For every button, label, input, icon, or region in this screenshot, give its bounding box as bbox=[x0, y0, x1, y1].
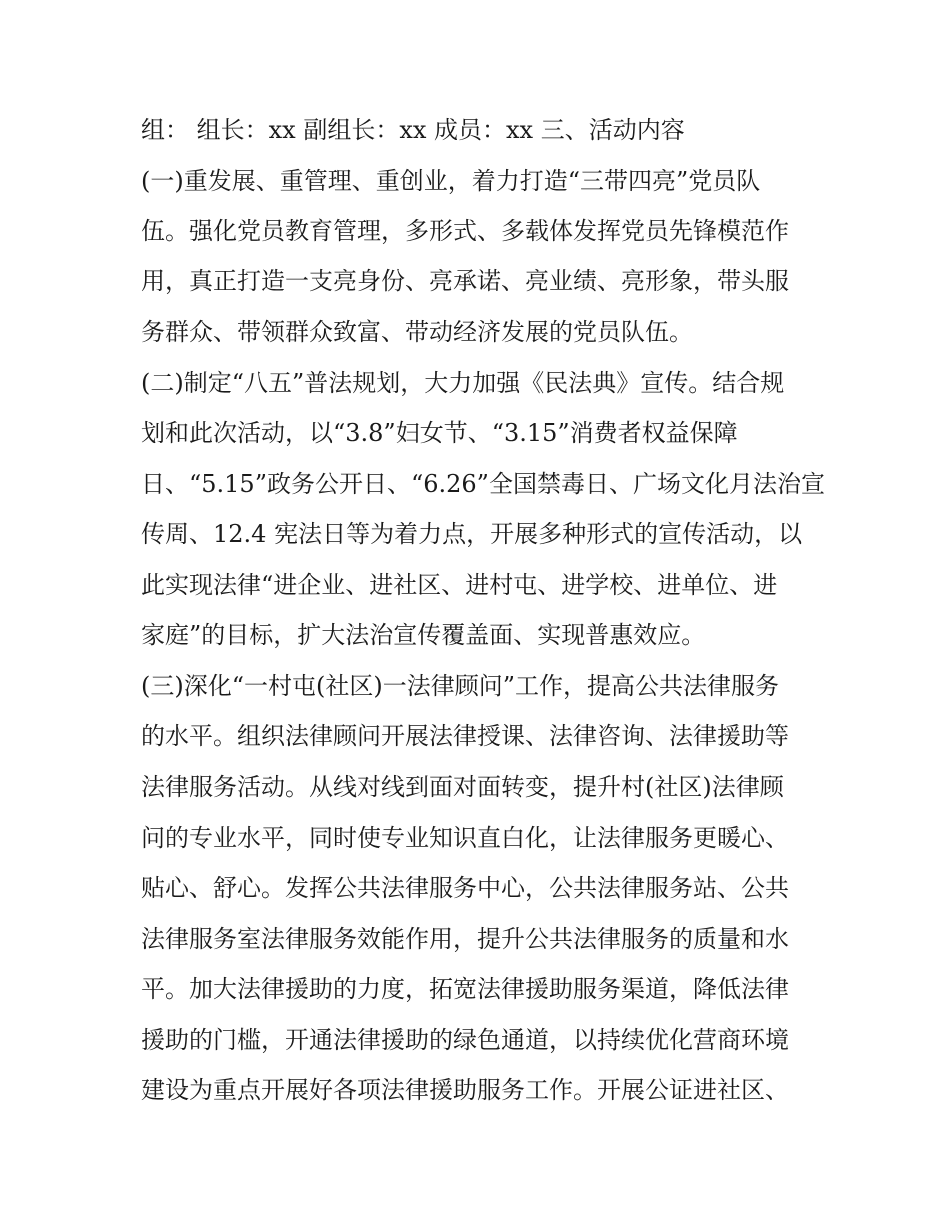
text-line: (二)制定“八五”普法规划，大力加强《民法典》宣传。结合规 bbox=[141, 369, 785, 397]
text-line: 建设为重点开展好各项法律援助服务工作。开展公证进社区、 bbox=[141, 1076, 789, 1104]
text-line: 的水平。组织法律顾问开展法律授课、法律咨询、法律援助等 bbox=[141, 722, 789, 750]
text-line: 援助的门槛，开通法律援助的绿色通道，以持续优化营商环境 bbox=[141, 1026, 789, 1054]
text-line: 用，真正打造一支亮身份、亮承诺、亮业绩、亮形象，带头服 bbox=[141, 267, 789, 295]
text-line: 日、“5.15”政务公开日、“6.26”全国禁毒日、广场文化月法治宣 bbox=[141, 470, 825, 498]
text-line: 法律服务活动。从线对线到面对面转变，提升村(社区)法律顾 bbox=[141, 773, 784, 801]
text-line: 家庭”的目标，扩大法治宣传覆盖面、实现普惠效应。 bbox=[141, 621, 706, 649]
text-line: (三)深化“一村屯(社区)一法律顾问”工作，提高公共法律服务 bbox=[141, 672, 779, 700]
text-line: 贴心、舒心。发挥公共法律服务中心，公共法律服务站、公共 bbox=[141, 874, 789, 902]
text-line: 平。加大法律援助的力度，拓宽法律援助服务渠道，降低法律 bbox=[141, 975, 789, 1003]
text-line: 组： 组长：xx 副组长：xx 成员：xx 三、活动内容 bbox=[141, 116, 685, 144]
text-line: 务群众、带领群众致富、带动经济发展的党员队伍。 bbox=[141, 318, 693, 346]
text-line: 伍。强化党员教育管理，多形式、多载体发挥党员先锋模范作 bbox=[141, 217, 789, 245]
text-line: 此实现法律“进企业、进社区、进村屯、进学校、进单位、进 bbox=[141, 571, 778, 599]
text-line: 问的专业水平，同时使专业知识直白化，让法律服务更暖心、 bbox=[141, 824, 789, 852]
text-line: 法律服务室法律服务效能作用，提升公共法律服务的质量和水 bbox=[141, 925, 789, 953]
text-line: (一)重发展、重管理、重创业，着力打造“三带四亮”党员队 bbox=[141, 167, 761, 195]
text-line: 划和此次活动，以“3.8”妇女节、“3.15”消费者权益保障 bbox=[141, 419, 738, 447]
text-line: 传周、12.4 宪法日等为着力点，开展多种形式的宣传活动，以 bbox=[141, 520, 803, 548]
